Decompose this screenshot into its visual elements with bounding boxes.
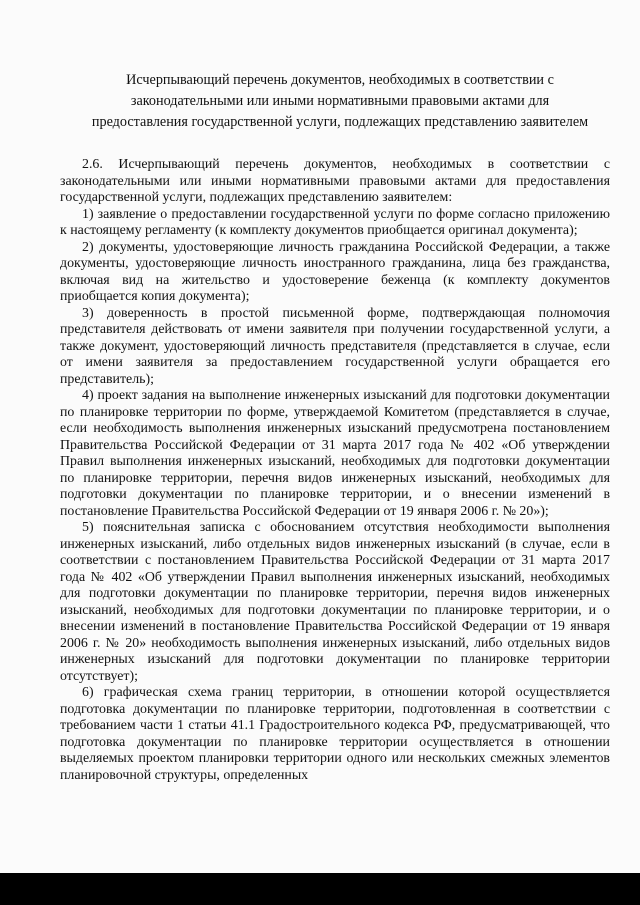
document-heading (40, 70, 640, 133)
scan-bottom-edge (0, 873, 640, 905)
document-body (60, 157, 610, 784)
heading-line-1: Исчерпывающий перечень документов, необходимых в соответствии с (126, 72, 554, 88)
paragraph-item-2: 2) документы, удостоверяющие личность гражданина Российской Федерации, а также документы, удостоверяющие личность иностранного гражданина, лица без гражданства, включая вид на жительство и удостоверение беженца (к комплекту документов приобщается копия документа); (60, 239, 610, 304)
paragraph-item-4: 4) проект задания на выполнение инженерных изысканий для подготовки документации по планировке территории по форме, утверждаемой Комитетом (представляется в случае, если необходимость выполнения инженерных изысканий предусмотрена постановлением Правительства Российской Федерации от 31 марта 2017 года № 402 «Об утверждении Правил выполнения инженерных изысканий, необходимых для подготовки документации по планировке территории, перечня видов инженерных изысканий, необходимых для подготовки документации по планировке территории, и о внесении изменений в постановление Правительства Российской Федерации от 19 января 2006 г. № 20»); (60, 388, 610, 519)
paragraph-item-3: 3) доверенность в простой письменной форме, подтверждающая полномочия представителя действовать от имени заявителя при получении государственной услуги, а также документ, удостоверяющий личность представителя (представляется в случае, если от имени заявителя за предоставлением государственной услуги обращается его представитель); (60, 305, 610, 387)
heading-line-2: законодательными или иными нормативными правовыми актами для (130, 93, 550, 109)
paragraph-item-1: 1) заявление о предоставлении государственной услуги по форме согласно приложению к настоящему регламенту (к комплекту документов приобщается оригинал документа); (60, 206, 610, 238)
heading-line-3: предоставления государственной услуги, подлежащих представлению заявителем (91, 114, 589, 130)
paragraph-intro: 2.6. Исчерпывающий перечень документов, необходимых в соответствии с законодательными или иными нормативными правовыми актами для предоставления государственной услуги, подлежащих представлению заявителем: (60, 157, 610, 205)
paragraph-item-5: 5) пояснительная записка с обоснованием отсутствия необходимости выполнения инженерных изысканий, либо отдельных видов инженерных изысканий (в случае, если в соответствии с постановлением Правительства Российской Федерации от 31 марта 2017 года № 402 «Об утверждении Правил выполнения инженерных изысканий, необходимых для подготовки документации по планировке территории, перечня видов инженерных изысканий, необходимых для подготовки документации по планировке территории, и о внесении изменений в постановление Правительства Российской Федерации от 19 января 2006 г. № 20» необходимость выполнения инженерных изысканий, либо отдельных видов инженерных изысканий для подготовки документации по планировке территории отсутствует); (60, 520, 610, 684)
paragraph-item-6: 6) графическая схема границ территории, в отношении которой осуществляется подготовка документации по планировке территории, подготовленная в соответствии с требованием части 1 статьи 41.1 Градостроительного кодекса РФ, предусматривающей, что подготовка документации по планировке территории осуществляется в отношении выделяемых проектом планировки территории одного или нескольких смежных элементов планировочной структуры, определенных (60, 685, 610, 783)
